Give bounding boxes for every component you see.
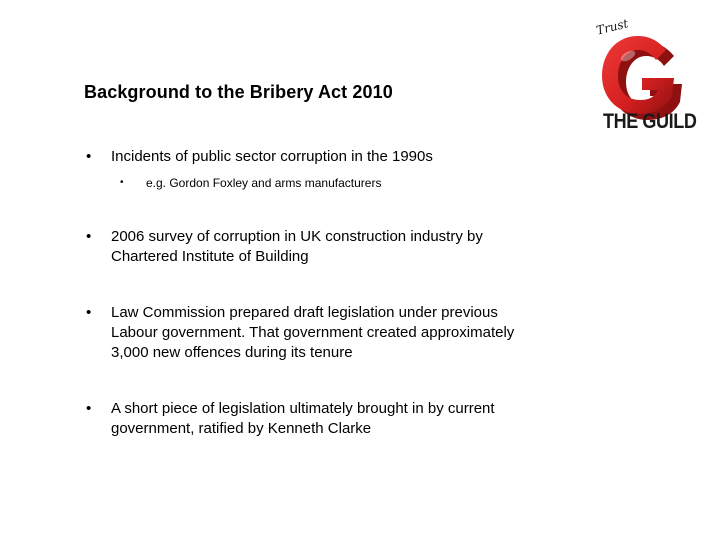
bullet-line: government, ratified by Kenneth Clarke	[111, 420, 372, 437]
logo-g	[602, 36, 674, 114]
bullet-text	[111, 227, 561, 267]
bullet-text	[111, 399, 561, 439]
slide-title: Background to the Bribery Act 2010	[84, 82, 393, 102]
bullet-text: Incidents of public sector corruption in the 1990s	[111, 148, 433, 165]
bullet-line: Chartered Institute of Building	[111, 248, 309, 265]
sub-bullet-marker: •	[120, 177, 124, 188]
logo-name-text: THE GUILD	[603, 110, 697, 133]
bullet-line: 3,000 new offences during its tenure	[111, 344, 353, 361]
bullet-line: Law Commission prepared draft legislation under previous	[111, 304, 498, 321]
bullet-line: Labour government. That government created approximately	[111, 324, 515, 341]
bullet-marker: •	[86, 148, 92, 165]
bullet-marker: •	[86, 304, 92, 321]
bullet-marker: •	[86, 228, 92, 245]
bullet-line: 2006 survey of corruption in UK construction industry by	[111, 228, 483, 245]
bullet-marker: •	[86, 400, 92, 417]
bullet-line: A short piece of legislation ultimately brought in by current	[111, 400, 495, 417]
bullet-text	[111, 303, 561, 363]
sub-bullet-text: e.g. Gordon Foxley and arms manufacturers	[146, 176, 382, 190]
logo-script-text: Trust	[594, 16, 630, 38]
